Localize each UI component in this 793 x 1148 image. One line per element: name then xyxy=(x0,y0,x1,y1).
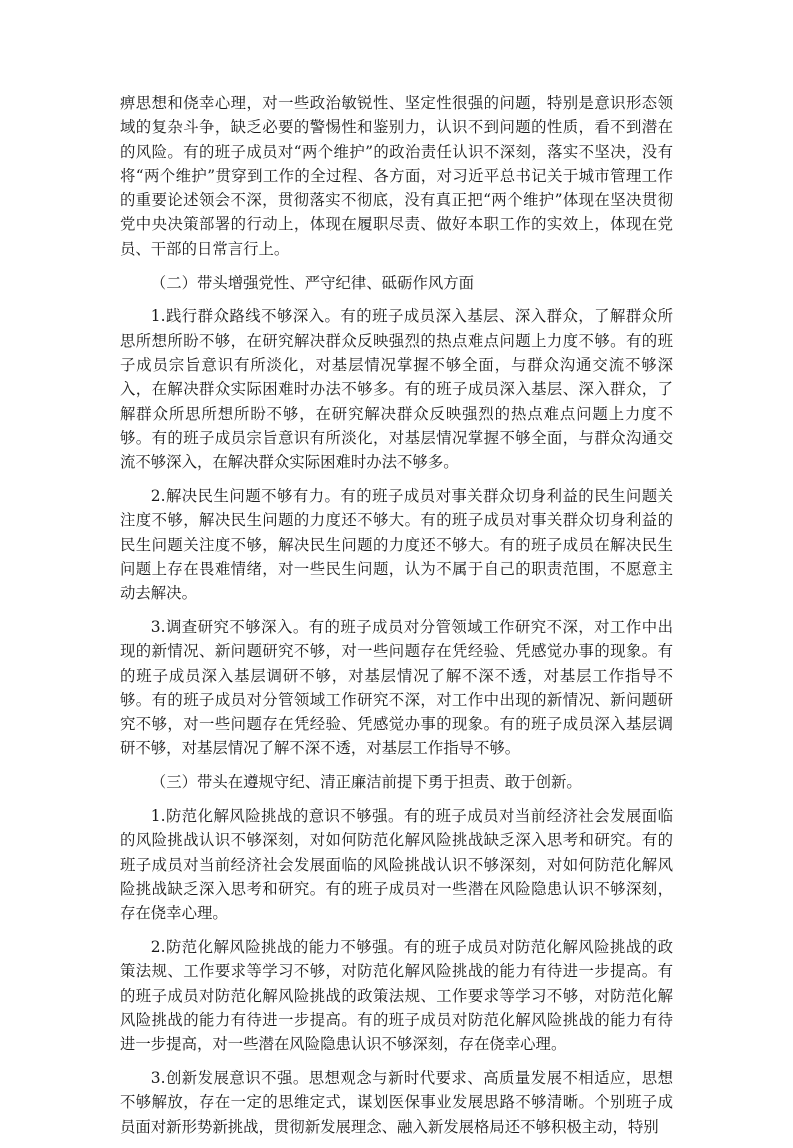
paragraph-mass-line: 1.践行群众路线不够深入。有的班子成员深入基层、深入群众，了解群众所思所想所盼不够，在研究解决群众反映强烈的热点难点问题上力度不够。有的班子成员宗旨意识有所淡化，对基层情况掌握不够全面，与群众沟通交流不够深入，在解决群众实际困难时办法不够多。有的班子成员深入基层、深入群众，了解群众所思所想所盼不够，在研究解决群众反映强烈的热点难点问题上力度不够。有的班子成员宗旨意识有所淡化，对基层情况掌握不够全面，与群众沟通交流不够深入，在解决群众实际困难时办法不够多。 xyxy=(120,307,673,472)
paragraph-risk-awareness: 1.防范化解风险挑战的意识不够强。有的班子成员对当前经济社会发展面临的风险挑战认识不够深刻，对如何防范化解风险挑战缺乏深入思考和研究。有的班子成员对当前经济社会发展面临的风险挑战认识不够深刻，对如何防范化解风险挑战缺乏深入思考和研究。有的班子成员对一些潜在风险隐患认识不够深刻，存在侥幸心理。 xyxy=(120,807,673,923)
paragraph-livelihood: 2.解决民生问题不够有力。有的班子成员对事关群众切身利益的民生问题关注度不够，解决民生问题的力度还不够大。有的班子成员对事关群众切身利益的民生问题关注度不够，解决民生问题的力度还不够大。有的班子成员在解决民生问题上存在畏难情绪，对一些民生问题，认为不属于自己的职责范围，不愿意主动去解决。 xyxy=(120,486,673,603)
section-heading-2: （二）带头增强党性、严守纪律、砥砺作风方面 xyxy=(150,273,475,292)
document-body xyxy=(120,91,673,1148)
paragraph-innovation: 3.创新发展意识不强。思想观念与新时代要求、高质量发展不相适应，思想不够解放，存在一定的思维定式，谋划医保事业发展思路不够清晰。个别班子成员面对新形势新挑战，贯彻新发展理念、融入新发展格局还不够积极主动，特别 xyxy=(120,1068,673,1136)
section-heading-3: （三）带头在遵规守纪、清正廉洁前提下勇于担责、敢于创新。 xyxy=(150,773,582,792)
paragraph-continued: 痹思想和侥幸心理，对一些政治敏锐性、坚定性很强的问题，特别是意识形态领域的复杂斗争，缺乏必要的警惕性和鉴别力，认识不到问题的性质，看不到潜在的风险。有的班子成员对“两个维护”的政治责任认识不深刻，落实不坚决，没有将“两个维护”贯穿到工作的全过程、各方面，对习近平总书记关于城市管理工作的重要论述领会不深，贯彻落实不彻底，没有真正把“两个维护”体现在坚决贯彻党中央决策部署的行动上，体现在履职尽责、做好本职工作的实效上，体现在党员、干部的日常言行上。 xyxy=(120,94,673,258)
paragraph-research: 3.调查研究不够深入。有的班子成员对分管领域工作研究不深，对工作中出现的新情况、新问题研究不够，对一些问题存在凭经验、凭感觉办事的现象。有的班子成员深入基层调研不够，对基层情况了解不深不透，对基层工作指导不够。有的班子成员对分管领域工作研究不深，对工作中出现的新情况、新问题研究不够，对一些问题存在凭经验、凭感觉办事的现象。有的班子成员深入基层调研不够，对基层情况了解不深不透，对基层工作指导不够。 xyxy=(120,617,673,758)
paragraph-risk-ability: 2.防范化解风险挑战的能力不够强。有的班子成员对防范化解风险挑战的政策法规、工作要求等学习不够，对防范化解风险挑战的能力有待进一步提高。有的班子成员对防范化解风险挑战的政策法规、工作要求等学习不够，对防范化解风险挑战的能力有待进一步提高。有的班子成员对防范化解风险挑战的能力有待进一步提高，对一些潜在风险隐患认识不够深刻，存在侥幸心理。 xyxy=(120,938,673,1054)
